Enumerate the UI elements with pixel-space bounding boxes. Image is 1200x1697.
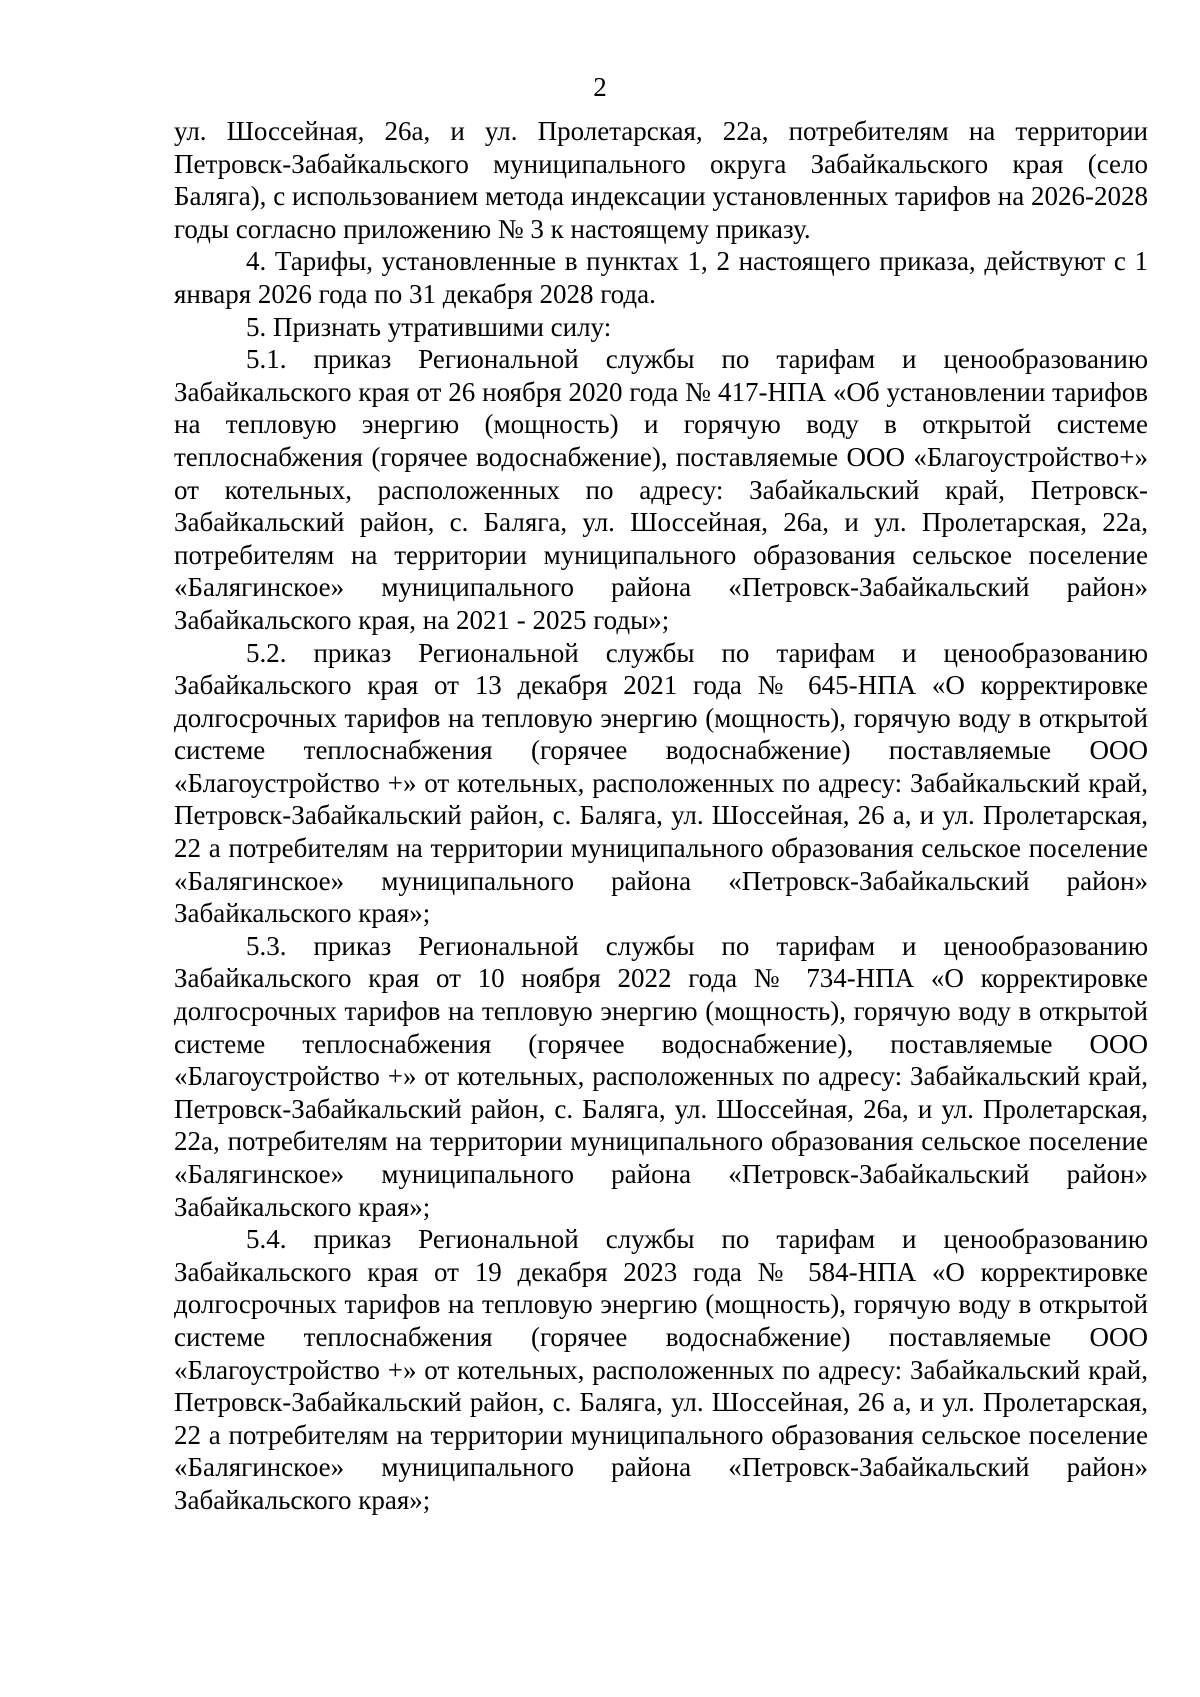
paragraph-item-5-1: 5.1. приказ Региональной службы по тарифам и ценообразованию Забайкальского края от 26 ноября 2020 года № 417-НПА «Об установлении тарифов на тепловую энергию (мощность) и горячую воду в открытой системе теплоснабжения (горячее водоснабжение), поставляемые ООО «Благоустройство+» от котельных, расположенных по адресу: Забайкальский край, Петровск-Забайкальский район, с. Баляга, ул. Шоссейная, 26а, и ул. Пролетарская, 22а, потребителям на территории муниципального образования сельское поселение «Балягинское» муниципального района «Петровск-Забайкальский район» Забайкальского края, на 2021 - 2025 годы»;	[174, 344, 1148, 635]
paragraph-item-4: 4. Тарифы, установленные в пунктах 1, 2 настоящего приказа, действуют с 1 января 2026 года по 31 декабря 2028 года.	[174, 246, 1148, 309]
document-body	[174, 115, 1148, 1517]
paragraph-item-5-2: 5.2. приказ Региональной службы по тарифам и ценообразованию Забайкальского края от 13 декабря 2021 года № 645-НПА «О корректировке долгосрочных тарифов на тепловую энергию (мощность), горячую воду в открытой системе теплоснабжения (горячее водоснабжение) поставляемые ООО «Благоустройство +» от котельных, расположенных по адресу: Забайкальский край, Петровск-Забайкальский район, с. Баляга, ул. Шоссейная, 26 а, и ул. Пролетарская, 22 а потребителям на территории муниципального образования сельское поселение «Балягинское» муниципального района «Петровск-Забайкальский район» Забайкальского края»;	[174, 637, 1148, 929]
page-number: 2	[593, 72, 607, 102]
paragraph-item-5-3: 5.3. приказ Региональной службы по тарифам и ценообразованию Забайкальского края от 10 ноября 2022 года № 734-НПА «О корректировке долгосрочных тарифов на тепловую энергию (мощность), горячую воду в открытой системе теплоснабжения (горячее водоснабжение), поставляемые ООО «Благоустройство +» от котельных, расположенных по адресу: Забайкальский край, Петровск-Забайкальский район, с. Баляга, ул. Шоссейная, 26а, и ул. Пролетарская, 22а, потребителям на территории муниципального образования сельское поселение «Балягинское» муниципального района «Петровск-Забайкальский район» Забайкальского края»;	[174, 930, 1148, 1222]
paragraph-item-5-4: 5.4. приказ Региональной службы по тарифам и ценообразованию Забайкальского края от 19 декабря 2023 года № 584-НПА «О корректировке долгосрочных тарифов на тепловую энергию (мощность), горячую воду в открытой системе теплоснабжения (горячее водоснабжение) поставляемые ООО «Благоустройство +» от котельных, расположенных по адресу: Забайкальский край, Петровск-Забайкальский район, с. Баляга, ул. Шоссейная, 26 а, и ул. Пролетарская, 22 а потребителям на территории муниципального образования сельское поселение «Балягинское» муниципального района «Петровск-Забайкальский район» Забайкальского края»;	[174, 1224, 1148, 1515]
paragraph-item-5: 5. Признать утратившими силу:	[246, 311, 612, 342]
paragraph-continuation: ул. Шоссейная, 26а, и ул. Пролетарская, 22а, потребителям на территории Петровск-Забайкальского муниципального округа Забайкальского края (село Баляга), с использованием метода индексации установленных тарифов на 2026-2028 годы согласно приложению № 3 к настоящему приказу.	[174, 116, 1148, 244]
